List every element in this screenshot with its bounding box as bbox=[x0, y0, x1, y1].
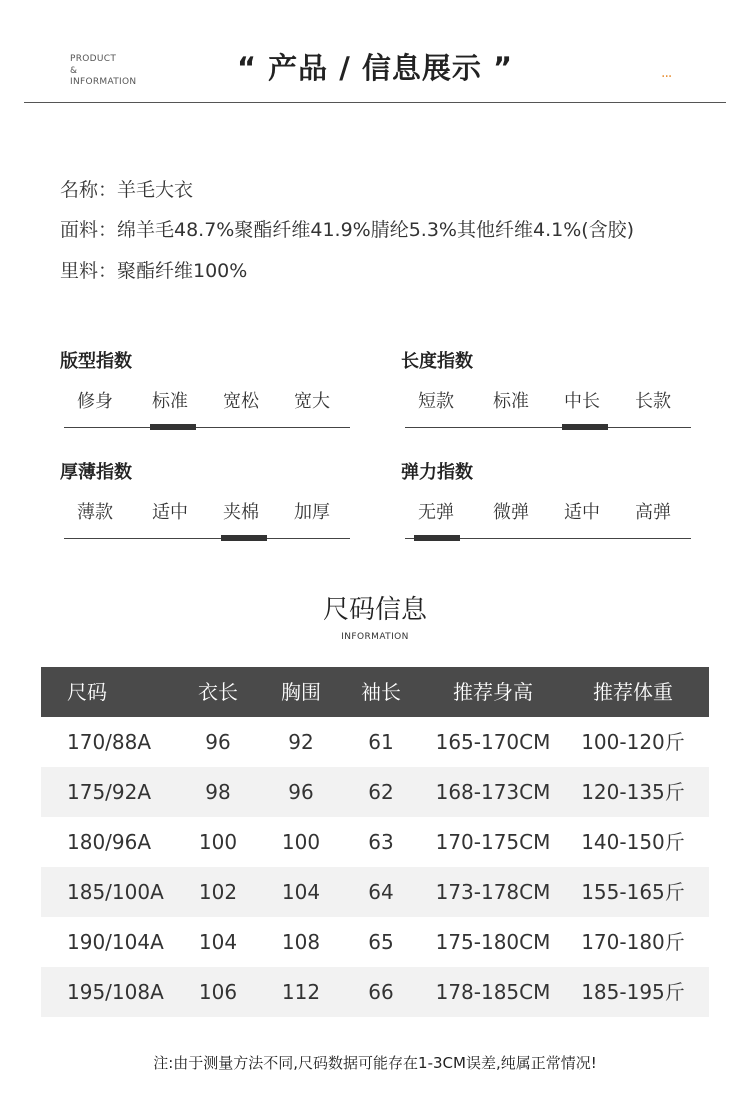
cell-weight: 140-150斤 bbox=[581, 830, 685, 854]
fit-index-title: 版型指数 bbox=[60, 351, 132, 372]
cell-chest: 112 bbox=[281, 980, 321, 1004]
size-table bbox=[41, 667, 709, 1017]
fit-index-scale bbox=[64, 427, 350, 428]
elasticity-option: 适中 bbox=[564, 502, 600, 523]
table-row bbox=[41, 867, 709, 917]
elasticity-index-title: 弹力指数 bbox=[401, 462, 473, 483]
cell-weight: 155-165斤 bbox=[581, 880, 685, 904]
length-option: 标准 bbox=[493, 391, 529, 412]
header-cell-length: 衣长 bbox=[198, 680, 238, 704]
thickness-option: 薄款 bbox=[77, 502, 113, 523]
cell-length: 96 bbox=[205, 730, 231, 754]
cell-height: 165-170CM bbox=[435, 730, 551, 754]
cell-height: 178-185CM bbox=[435, 980, 551, 1004]
cell-size: 175/92A bbox=[67, 780, 152, 804]
elasticity-option: 高弹 bbox=[635, 502, 671, 523]
cell-size: 190/104A bbox=[67, 930, 164, 954]
table-row bbox=[41, 817, 709, 867]
fit-option: 宽大 bbox=[294, 391, 330, 412]
fit-option: 修身 bbox=[77, 391, 113, 412]
header-en-line1: PRODUCT bbox=[70, 54, 117, 64]
cell-size: 180/96A bbox=[67, 830, 152, 854]
thickness-option: 加厚 bbox=[294, 502, 330, 523]
header-cell-chest: 胸围 bbox=[281, 680, 321, 704]
header-en-line2: & bbox=[70, 65, 78, 76]
cell-size: 170/88A bbox=[67, 730, 152, 754]
fit-option: 标准 bbox=[152, 391, 188, 412]
length-index-marker bbox=[562, 424, 608, 430]
thickness-index-scale bbox=[64, 538, 350, 539]
cell-sleeve: 61 bbox=[368, 730, 394, 754]
thickness-index-options bbox=[60, 498, 350, 528]
product-lining: 里料：聚酯纤维100% bbox=[60, 260, 248, 282]
thickness-option: 适中 bbox=[152, 502, 188, 523]
size-table-header bbox=[41, 667, 709, 717]
header-cell-size: 尺码 bbox=[67, 680, 107, 704]
length-option: 短款 bbox=[418, 391, 454, 412]
cell-sleeve: 65 bbox=[368, 930, 394, 954]
cell-chest: 108 bbox=[281, 930, 321, 954]
table-row bbox=[41, 717, 709, 767]
length-index-title: 长度指数 bbox=[401, 351, 473, 372]
cell-sleeve: 63 bbox=[368, 830, 394, 854]
table-row bbox=[41, 967, 709, 1017]
table-row bbox=[41, 917, 709, 967]
cell-height: 175-180CM bbox=[435, 930, 551, 954]
thickness-index-title: 厚薄指数 bbox=[60, 462, 132, 483]
fit-option: 宽松 bbox=[223, 391, 259, 412]
product-fabric: 面料：绵羊毛48.7%聚酯纤维41.9%腈纶5.3%其他纤维4.1%(含胶) bbox=[60, 219, 635, 241]
table-row bbox=[41, 767, 709, 817]
cell-length: 100 bbox=[198, 830, 238, 854]
fit-index-options bbox=[60, 387, 350, 417]
size-section-title: 尺码信息 bbox=[322, 595, 427, 625]
elasticity-option: 无弹 bbox=[418, 502, 454, 523]
cell-chest: 104 bbox=[281, 880, 321, 904]
measurement-note: 注:由于测量方法不同,尺码数据可能存在1-3CM误差,纯属正常情况! bbox=[153, 1054, 597, 1072]
cell-sleeve: 64 bbox=[368, 880, 394, 904]
header-cell-weight: 推荐体重 bbox=[593, 680, 673, 704]
fit-index-marker bbox=[150, 424, 196, 430]
thickness-index-marker bbox=[221, 535, 267, 541]
cell-chest: 96 bbox=[288, 780, 314, 804]
elasticity-index-options bbox=[401, 498, 691, 528]
more-dots-icon: ··· bbox=[661, 69, 672, 85]
header-en-line3: INFORMATION bbox=[70, 77, 137, 87]
product-name: 名称：羊毛大衣 bbox=[60, 179, 194, 201]
thickness-option: 夹棉 bbox=[223, 502, 259, 523]
cell-sleeve: 66 bbox=[368, 980, 394, 1004]
header-cell-sleeve: 袖长 bbox=[361, 680, 401, 704]
length-index-scale bbox=[405, 427, 691, 428]
cell-length: 106 bbox=[198, 980, 238, 1004]
length-option: 中长 bbox=[564, 391, 600, 412]
cell-chest: 100 bbox=[281, 830, 321, 854]
cell-height: 170-175CM bbox=[435, 830, 551, 854]
cell-size: 195/108A bbox=[67, 980, 164, 1004]
cell-height: 168-173CM bbox=[435, 780, 551, 804]
page-title: “ 产品 / 信息展示 ” bbox=[236, 51, 514, 85]
length-option: 长款 bbox=[635, 391, 671, 412]
length-index-options bbox=[401, 387, 691, 417]
cell-length: 104 bbox=[198, 930, 238, 954]
size-section-subtitle: INFORMATION bbox=[341, 632, 409, 642]
cell-weight: 120-135斤 bbox=[581, 780, 685, 804]
header-cell-height: 推荐身高 bbox=[453, 680, 533, 704]
cell-length: 102 bbox=[198, 880, 238, 904]
cell-weight: 170-180斤 bbox=[581, 930, 685, 954]
cell-chest: 92 bbox=[288, 730, 314, 754]
elasticity-option: 微弹 bbox=[493, 502, 529, 523]
cell-weight: 185-195斤 bbox=[581, 980, 685, 1004]
elasticity-index-marker bbox=[414, 535, 460, 541]
cell-size: 185/100A bbox=[67, 880, 164, 904]
header-divider bbox=[24, 102, 726, 103]
cell-sleeve: 62 bbox=[368, 780, 394, 804]
cell-weight: 100-120斤 bbox=[581, 730, 685, 754]
cell-length: 98 bbox=[205, 780, 231, 804]
cell-height: 173-178CM bbox=[435, 880, 551, 904]
